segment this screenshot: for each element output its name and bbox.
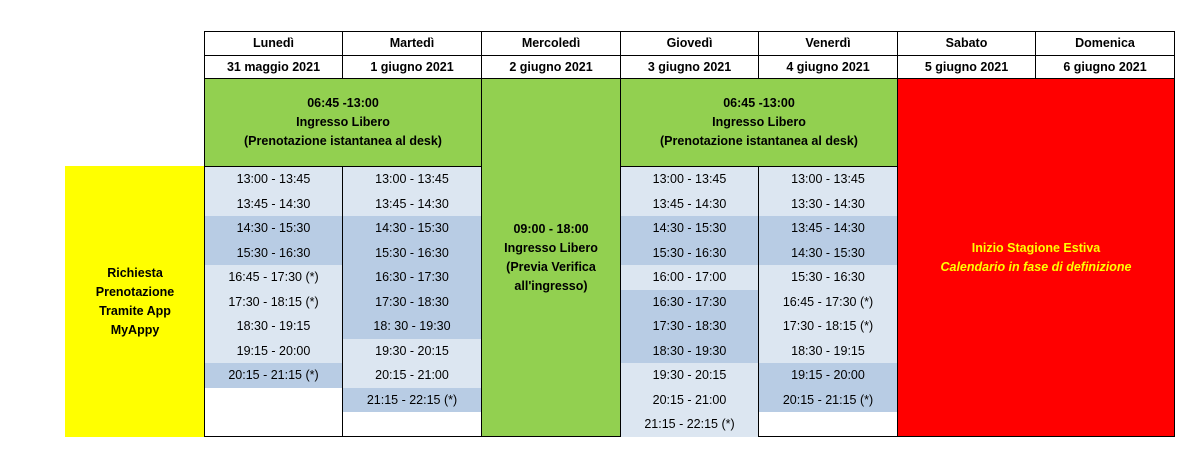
time-slot: 15:30 - 16:30 bbox=[205, 241, 342, 266]
block-line: Ingresso Libero bbox=[504, 240, 598, 255]
day-name: Mercoledì bbox=[521, 36, 581, 51]
time-slot: 17:30 - 18:15 (*) bbox=[205, 290, 342, 315]
time-slot: 14:30 - 15:30 bbox=[759, 241, 897, 266]
header-sabato bbox=[897, 31, 1036, 79]
time-slot: 21:15 - 22:15 (*) bbox=[621, 412, 758, 437]
weekend-subtitle: Calendario in fase di definizione bbox=[940, 259, 1132, 274]
time-slot: 15:30 - 16:30 bbox=[343, 241, 481, 266]
weekend-title: Inizio Stagione Estiva bbox=[971, 240, 1101, 255]
slots-venerdi bbox=[758, 166, 898, 437]
time-slot: 13:45 - 14:30 bbox=[759, 216, 897, 241]
time-slot: 13:30 - 14:30 bbox=[759, 192, 897, 217]
block-line: 06:45 -13:00 bbox=[307, 96, 379, 110]
header-lunedi bbox=[204, 31, 343, 79]
slots-martedi bbox=[342, 166, 482, 437]
booking-side-label bbox=[65, 166, 205, 437]
slots-lunedi bbox=[204, 166, 343, 437]
weekend-block bbox=[897, 78, 1175, 437]
time-slot: 13:45 - 14:30 bbox=[621, 192, 758, 217]
time-slot: 19:15 - 20:00 bbox=[759, 363, 897, 388]
time-slot: 20:15 - 21:15 (*) bbox=[759, 388, 897, 413]
time-slot: 17:30 - 18:15 (*) bbox=[759, 314, 897, 339]
time-slot: 14:30 - 15:30 bbox=[343, 216, 481, 241]
time-slot: 18: 30 - 19:30 bbox=[343, 314, 481, 339]
block-line: all'ingresso) bbox=[514, 278, 588, 293]
morning-free-entry-mon-tue bbox=[204, 78, 482, 167]
day-name: Lunedì bbox=[253, 36, 294, 51]
time-slot: 18:30 - 19:30 bbox=[621, 339, 758, 364]
header-giovedi bbox=[620, 31, 759, 79]
time-slot: 13:00 - 13:45 bbox=[621, 167, 758, 192]
day-date: 31 maggio 2021 bbox=[205, 55, 342, 79]
day-name: Venerdì bbox=[805, 36, 851, 51]
block-line: 06:45 -13:00 bbox=[723, 96, 795, 110]
time-slot: 14:30 - 15:30 bbox=[621, 216, 758, 241]
block-line: Ingresso Libero bbox=[296, 115, 390, 129]
time-slot: 13:00 - 13:45 bbox=[205, 167, 342, 192]
day-date: 5 giugno 2021 bbox=[898, 55, 1035, 79]
day-name: Sabato bbox=[945, 36, 988, 51]
day-name: Martedì bbox=[389, 36, 435, 51]
day-name: Giovedì bbox=[666, 36, 713, 51]
day-date: 2 giugno 2021 bbox=[482, 55, 620, 79]
morning-free-entry-thu-fri bbox=[620, 78, 898, 167]
side-label-line: Tramite App bbox=[99, 303, 171, 318]
time-slot: 16:45 - 17:30 (*) bbox=[759, 290, 897, 315]
time-slot: 19:30 - 20:15 bbox=[621, 363, 758, 388]
block-line: 09:00 - 18:00 bbox=[513, 221, 589, 236]
time-slot: 17:30 - 18:30 bbox=[621, 314, 758, 339]
wednesday-free-entry bbox=[481, 78, 621, 437]
time-slot: 13:00 - 13:45 bbox=[759, 167, 897, 192]
slots-giovedi bbox=[620, 166, 759, 437]
block-line: Ingresso Libero bbox=[712, 115, 806, 129]
day-date: 1 giugno 2021 bbox=[343, 55, 481, 79]
time-slot: 15:30 - 16:30 bbox=[759, 265, 897, 290]
time-slot: 16:30 - 17:30 bbox=[621, 290, 758, 315]
header-domenica bbox=[1035, 31, 1175, 79]
block-line: (Prenotazione istantanea al desk) bbox=[660, 134, 858, 148]
time-slot: 18:30 - 19:15 bbox=[205, 314, 342, 339]
time-slot: 19:30 - 20:15 bbox=[343, 339, 481, 364]
day-date: 4 giugno 2021 bbox=[759, 55, 897, 79]
day-name: Domenica bbox=[1075, 36, 1135, 51]
day-date: 6 giugno 2021 bbox=[1036, 55, 1174, 79]
time-slot: 20:15 - 21:00 bbox=[343, 363, 481, 388]
header-venerdi bbox=[758, 31, 898, 79]
side-label-line: Prenotazione bbox=[95, 284, 175, 299]
time-slot: 21:15 - 22:15 (*) bbox=[343, 388, 481, 413]
side-label-line: MyAppy bbox=[110, 322, 160, 337]
time-slot: 13:45 - 14:30 bbox=[205, 192, 342, 217]
time-slot: 16:45 - 17:30 (*) bbox=[205, 265, 342, 290]
block-line: (Prenotazione istantanea al desk) bbox=[244, 134, 442, 148]
side-label-line: Richiesta bbox=[107, 265, 163, 280]
time-slot: 13:45 - 14:30 bbox=[343, 192, 481, 217]
time-slot: 17:30 - 18:30 bbox=[343, 290, 481, 315]
time-slot: 20:15 - 21:00 bbox=[621, 388, 758, 413]
header-martedi bbox=[342, 31, 482, 79]
time-slot: 16:00 - 17:00 bbox=[621, 265, 758, 290]
header-mercoledi bbox=[481, 31, 621, 79]
day-date: 3 giugno 2021 bbox=[621, 55, 758, 79]
time-slot: 20:15 - 21:15 (*) bbox=[205, 363, 342, 388]
time-slot: 18:30 - 19:15 bbox=[759, 339, 897, 364]
time-slot: 16:30 - 17:30 bbox=[343, 265, 481, 290]
block-line: (Previa Verifica bbox=[506, 259, 596, 274]
time-slot: 15:30 - 16:30 bbox=[621, 241, 758, 266]
time-slot: 19:15 - 20:00 bbox=[205, 339, 342, 364]
time-slot: 14:30 - 15:30 bbox=[205, 216, 342, 241]
time-slot: 13:00 - 13:45 bbox=[343, 167, 481, 192]
